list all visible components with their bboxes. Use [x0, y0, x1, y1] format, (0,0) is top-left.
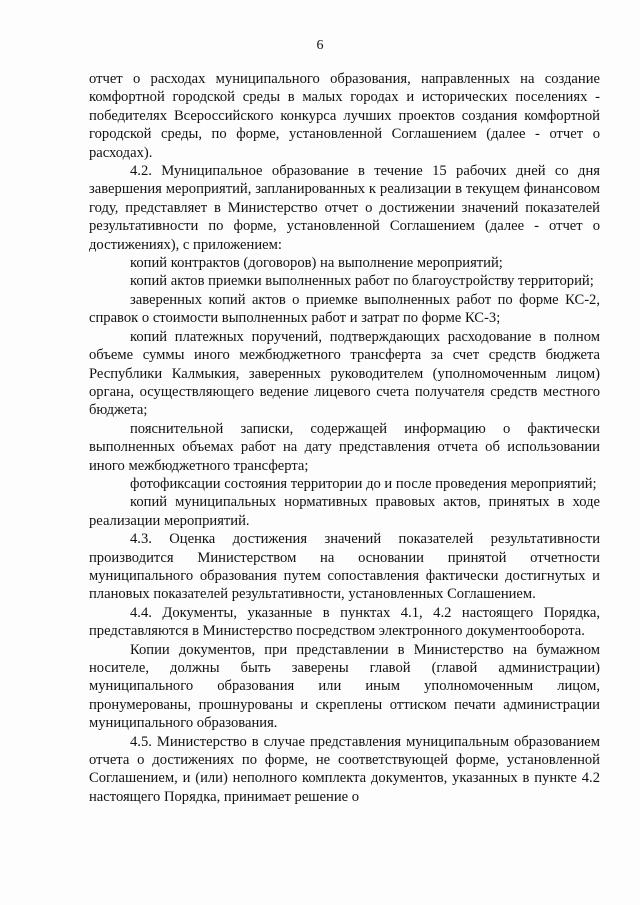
paragraph: копий контрактов (договоров) на выполнение мероприятий;	[130, 255, 503, 272]
page-number: 6	[316, 38, 324, 53]
paragraph: 4.3. Оценка достижения значений показателей результативности производится Министерством на основании принятой отчетности муниципального образования путем сопоставления фактически достигнутых и плановых показателей результативности, установленных Соглашением.	[89, 531, 600, 603]
paragraph: пояснительной записки, содержащей информацию о фактически выполненных объемах работ на дату представления отчета об использовании иного межбюджетного трансферта;	[89, 420, 600, 474]
paragraph: копий платежных поручений, подтверждающих расходование в полном объеме суммы иного межбюджетного трансферта за счет средств бюджета Республики Калмыкия, заверенных руководителем (уполномоченным лицом) органа, осуществляющего ведение лицевого счета получателя средств местного бюджета;	[89, 328, 600, 419]
paragraph: 4.2. Муниципальное образование в течение 15 рабочих дней со дня завершения мероприятий, запланированных к реализации в текущем финансовом году, представляет в Министерство отчет о достижении значений показателей результативности по форме, установленной Соглашением (далее - отчет о достижениях), с приложением:	[89, 163, 600, 253]
paragraph: отчет о расходах муниципального образования, направленных на создание комфортной городской среды в малых городах и исторических поселениях - победителях Всероссийского конкурса лучших проектов создания комфортной городской среды, по форме, установленной Соглашением (далее - отчет о расходах).	[89, 71, 600, 161]
paragraph: Копии документов, при представлении в Министерство на бумажном носителе, должны быть заверены главой (главой администрации) муниципального образования или иным уполномоченным лицом, пронумерованы, прошнурованы и скреплены оттиском печати администрации муниципального образования.	[89, 641, 600, 732]
paragraph: копий актов приемки выполненных работ по благоустройству территорий;	[130, 273, 594, 290]
paragraph: копий муниципальных нормативных правовых актов, принятых в ходе реализации мероприятий.	[89, 494, 600, 529]
document-body	[89, 70, 600, 806]
paragraph: фотофиксации состояния территории до и после проведения мероприятий;	[130, 475, 597, 492]
paragraph: заверенных копий актов о приемке выполненных работ по форме КС-2, справок о стоимости выполненных работ и затрат по форме КС-3;	[89, 291, 600, 327]
paragraph: 4.5. Министерство в случае представления муниципальным образованием отчета о достижениях по форме, не соответствующей форме, установленной Соглашением, и (или) неполного комплекта документов, указанных в пункте 4.2 настоящего Порядка, принимает решение о	[89, 733, 600, 805]
paragraph: 4.4. Документы, указанные в пунктах 4.1, 4.2 настоящего Порядка, представляются в Министерство посредством электронного документооборота.	[89, 604, 600, 640]
